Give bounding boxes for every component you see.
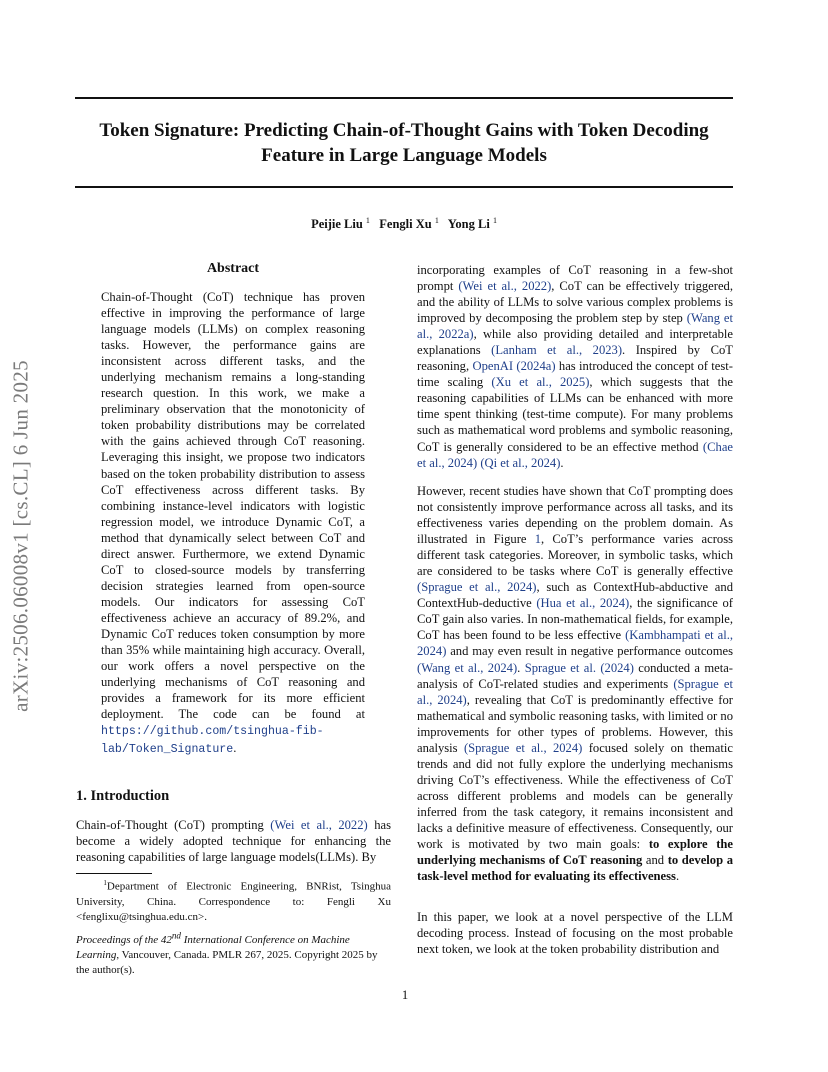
citation-link[interactable]: OpenAI (2024a): [472, 359, 556, 374]
text-run: and: [642, 853, 668, 868]
text-run: , CoT’s performance varies across different task categories. Moreover, in symbolic tasks, which are considered to be tasks where CoT is generally effective: [417, 532, 734, 579]
title-bottom-rule: [75, 186, 733, 188]
text-run: , the significance of CoT gain also varies. In non-mathematical fields, for example, CoT has been found to be less effective: [417, 596, 733, 643]
right-paragraph-2: [417, 483, 733, 884]
text-run: .: [560, 455, 564, 470]
text-run: , which suggests that the reasoning capabilities of LLMs can be enhanced with more time spent thinking (test-time compute). For many problems such as mathematical word problems and symbolic reasoning, CoT is generally considered to be an effective method: [417, 375, 733, 454]
citation-link[interactable]: (Wei et al., 2022): [270, 818, 368, 832]
bold-phrase: to explore the underlying mechanisms of CoT reasoning: [417, 837, 733, 868]
author-1: Peijie Liu $^1$: [311, 216, 370, 232]
text-run: However, recent studies have shown that CoT prompting does not consistently improve performance across all tasks, and its effectiveness varies depending on the problem domain. As illustrated in Figure: [417, 484, 733, 547]
citation-link[interactable]: (Kambhampati et al., 2024): [417, 628, 733, 659]
section-heading-introduction: 1. Introduction: [76, 788, 170, 804]
bold-phrase: to develop a task-level method for evaluating its effectiveness: [417, 853, 733, 884]
text-run: . Inspired by CoT reasoning,: [417, 343, 733, 374]
citation-link[interactable]: (Qi et al., 2024): [480, 455, 561, 470]
abstract-text: Chain-of-Thought (CoT) technique has proven effective in improving the performance of large language models (LLMs) on complex reasoning tasks. However, the performance gains are inconsistent across different tasks, and the underlying mechanism remains a long-standing research question. In this work, we make a preliminary observation that the monotonicity of token probability distributions may be correlated with the gains achieved through CoT reasoning. Leveraging this insight, we propose two indicators based on the token probability distribution to assess CoT effectiveness across different tasks. By combining instance-level indicators with logistic regression model, we introduce Dynamic CoT, a method that dynamically select between CoT and direct answer. Furthermore, we extend Dynamic CoT to closed-source models by transferring decision strategies learned from open-source models. Our indicators for assessing CoT effectiveness achieve an accuracy of 89.2%, and Dynamic CoT reduces token consumption by more than 35% while maintaining high accuracy. Overall, our work offers a novel perspective on the underlying mechanisms of CoT reasoning and provides a framework for its more efficient deployment. The code can be found at: [101, 290, 365, 722]
text-run: focused solely on thematic trends and did not fully explore the underlying mechanisms driving CoT’s effectiveness. While the effectiveness of CoT across different problems and models can be generally inferred from the task category, it remains inconsistent and lacks a definitive measure of effectiveness. Consequently, our work is motivated by two main goals:: [417, 740, 733, 852]
citation-link[interactable]: (Wang et al., 2024): [417, 660, 518, 675]
text-run: , such as ContextHub-abductive and ContextHub-deductive: [417, 580, 733, 611]
citation-link[interactable]: (Sprague et al., 2024): [463, 740, 583, 755]
text-run: and may even result in negative performance outcomes: [446, 644, 733, 659]
title-line-1: Token Signature: Predicting Chain-of-Thought Gains with Token Decoding: [99, 120, 709, 141]
text-run: incorporating examples of CoT reasoning in a few-shot prompt: [417, 263, 733, 294]
citation-link[interactable]: (Wei et al., 2022): [458, 279, 552, 294]
top-rule: [75, 97, 733, 99]
text-run: .: [517, 660, 525, 675]
proceedings-note: Proceedings of the 42nd International Conference on Machine Learning, Vancouver, Canada. PMLR 267, 2025. Copyright 2025 by the author(s).: [76, 930, 378, 976]
footnote-rule: [76, 873, 152, 874]
author-3: Yong Li $^1$: [447, 216, 497, 232]
text-run: conducted a meta-analysis of CoT-related studies and experiments: [417, 660, 733, 691]
affiliation-footnote: $^1$Department of Electronic Engineering, BNRist, Tsinghua University, China. Correspondence to: Fengli Xu <fenglixu@tsinghua.edu.cn>.: [76, 879, 392, 923]
citation-link[interactable]: (Chae et al., 2024): [417, 439, 733, 470]
citation-link[interactable]: (Sprague et al., 2024): [417, 676, 734, 707]
arxiv-stamp: [6, 310, 36, 762]
citation-link[interactable]: (Lanham et al., 2023): [491, 343, 623, 358]
citation-link[interactable]: (Hua et al., 2024): [536, 596, 630, 611]
abstract-heading: Abstract: [206, 261, 260, 276]
text-run: , revealing that CoT is predominantly effective for mathematical and symbolic reasoning tasks, with limited or no improvements for other types of problems. However, this analysis: [417, 692, 733, 755]
citation-link[interactable]: (Xu et al., 2025): [491, 375, 590, 390]
text-run: has introduced the concept of test-time scaling: [417, 359, 733, 390]
intro-paragraph: Chain-of-Thought (CoT) prompting (Wei et al., 2022) has become a widely adopted technique for enhancing the reasoning capabilities of large language models(LLMs). By: [76, 818, 391, 865]
text-run: .: [675, 869, 680, 884]
page-number: 1: [401, 988, 409, 1002]
text-run: , CoT can be effectively triggered, and the ability of LLMs to solve various complex problems is improved by decomposing the problem step by step: [417, 279, 733, 326]
author-2: Fengli Xu $^1$: [379, 216, 439, 232]
author-list: [75, 216, 733, 232]
arxiv-id-text: arXiv:2506.06008v1 [cs.CL] 6 Jun 2025: [8, 360, 33, 712]
text-run: , while also providing detailed and interpretable explanations: [417, 327, 733, 358]
citation-link[interactable]: (Wang et al., 2022a): [417, 311, 733, 342]
code-link[interactable]: https://github.com/tsinghua-fib-lab/Token_Signature: [101, 725, 324, 757]
citation-link[interactable]: (Sprague et al., 2024): [417, 580, 537, 595]
citation-link[interactable]: 1: [534, 532, 542, 547]
citation-link[interactable]: Sprague et al. (2024): [524, 660, 634, 675]
right-paragraph-3: In this paper, we look at a novel perspective of the LLM decoding process. Instead of focusing on the most probable next token, we look at the token probability distribution and: [417, 910, 733, 957]
title-line-2: Feature in Large Language Models: [261, 145, 547, 166]
abstract-body: Chain-of-Thought (CoT) technique has proven effective in improving the performance of large language models (LLMs) on complex reasoning tasks. However, the performance gains are inconsistent across different tasks, and the underlying mechanism remains a long-standing research question. In this work, we make a preliminary observation that the monotonicity of token probability distributions may be correlated with the gains achieved through CoT reasoning. Leveraging this insight, we propose two indicators based on the token probability distribution to assess CoT effectiveness across different tasks. By combining instance-level indicators with logistic regression model, we introduce Dynamic CoT, a method that dynamically select between CoT and direct answer. Furthermore, we extend Dynamic CoT to closed-source models by transferring decision strategies learned from open-source models. Our indicators for assessing CoT effectiveness achieve an accuracy of 89.2%, and Dynamic CoT reduces token consumption by more than 35% while maintaining high accuracy. Overall, our work offers a novel perspective on the underlying mechanisms of CoT reasoning and provides a framework for its more efficient deployment. The code can be found at https://github.com/tsinghua-fib-lab/Token_Signature.: [101, 290, 365, 757]
paper-title: [75, 118, 733, 168]
right-paragraph-1: [417, 262, 733, 471]
